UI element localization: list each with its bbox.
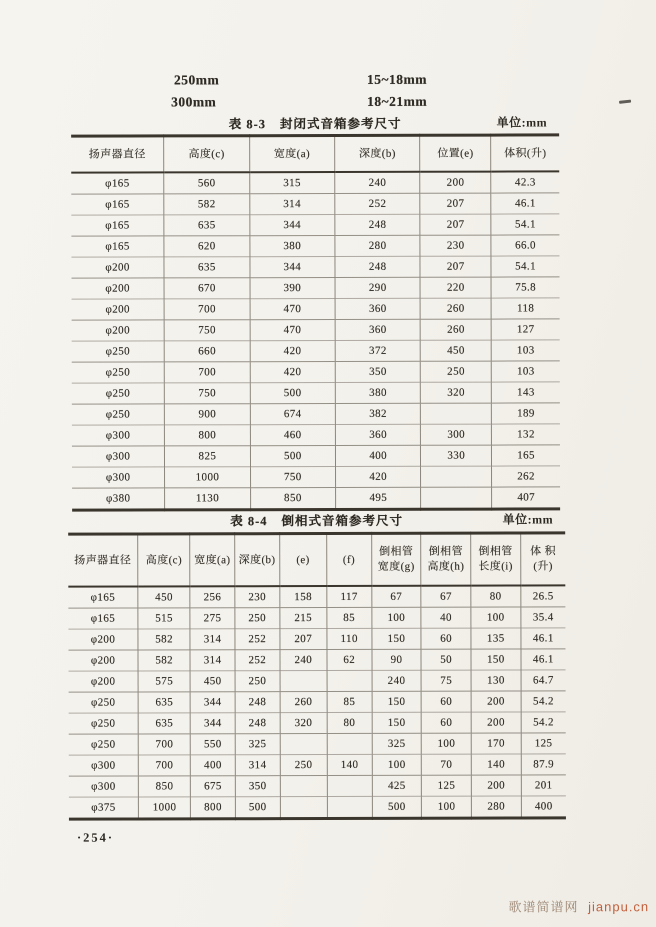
table-cell xyxy=(327,796,372,818)
table-cell: 207 xyxy=(420,214,491,235)
table-cell: 300 xyxy=(421,424,492,445)
table-cell: 407 xyxy=(492,487,560,509)
table-cell: 360 xyxy=(335,424,420,445)
table-cell: φ200 xyxy=(72,320,165,341)
column-header: (f) xyxy=(327,533,372,586)
table-cell: 127 xyxy=(491,319,559,340)
table-cell: 189 xyxy=(491,403,559,424)
column-header: 扬声器直径 xyxy=(68,534,138,587)
table-cell: 344 xyxy=(190,692,235,713)
table-cell: φ165 xyxy=(71,236,164,257)
table-cell: 85 xyxy=(327,691,372,712)
table-cell: 460 xyxy=(250,424,335,445)
table-cell: 140 xyxy=(327,754,372,775)
table-row xyxy=(69,691,566,713)
table-row xyxy=(68,628,565,650)
table-cell: 495 xyxy=(336,487,421,509)
table-cell: 85 xyxy=(327,607,372,628)
table-cell: 100 xyxy=(422,796,472,818)
column-header: 位置(e) xyxy=(420,135,491,172)
table-cell: 280 xyxy=(335,235,420,256)
table1-caption-number: 表 8-3 xyxy=(228,117,267,132)
table-cell: 635 xyxy=(164,215,249,236)
table-cell: 275 xyxy=(190,608,235,629)
table-cell: φ165 xyxy=(105,177,130,190)
table-row xyxy=(72,424,560,446)
column-header: 倒相管长度(i) xyxy=(471,533,521,586)
table-cell: 64.7 xyxy=(521,670,566,691)
table-cell: φ200 xyxy=(72,278,165,299)
table-cell: 675 xyxy=(191,776,236,797)
table-cell: 670 xyxy=(164,278,249,299)
table-cell: 248 xyxy=(235,713,280,734)
table-cell: φ300 xyxy=(72,446,165,467)
table-cell: 620 xyxy=(164,236,249,257)
table-cell: 850 xyxy=(138,776,190,797)
table-cell: 42.3 xyxy=(491,171,559,193)
table-cell: 103 xyxy=(491,340,559,361)
table-cell: 230 xyxy=(420,235,491,256)
table-cell: 380 xyxy=(335,382,420,403)
table-cell: 344 xyxy=(190,713,235,734)
table-cell: 800 xyxy=(191,797,236,819)
table-row xyxy=(69,712,566,734)
column-header: 深度(b) xyxy=(235,534,280,587)
table-cell: 54.1 xyxy=(491,214,559,235)
table1-caption-title: 封闭式音箱参考尺寸 xyxy=(279,116,402,132)
table-cell: 67 xyxy=(371,586,421,608)
table-cell: 75 xyxy=(421,670,471,691)
table-cell: 240 xyxy=(280,650,327,671)
table-cell: 240 xyxy=(372,670,422,691)
table-cell: 500 xyxy=(372,796,422,818)
table-cell: 125 xyxy=(521,733,566,754)
table-cell: 660 xyxy=(164,341,249,362)
table-cell: φ200 xyxy=(69,671,139,692)
table-row xyxy=(69,796,566,819)
table-cell xyxy=(421,403,492,424)
table-cell: 90 xyxy=(372,649,422,670)
table-cell: 350 xyxy=(335,361,420,382)
table-cell: 360 xyxy=(335,298,420,319)
table-row xyxy=(71,235,559,257)
table-row xyxy=(69,670,566,692)
table-cell: 314 xyxy=(235,755,280,776)
table-cell: 200 xyxy=(420,172,491,194)
table-cell: 500 xyxy=(250,445,335,466)
table-cell: 420 xyxy=(336,466,421,487)
table-cell: 400 xyxy=(521,796,566,818)
table-cell: 200 xyxy=(471,775,521,796)
table-cell: 140 xyxy=(471,754,521,775)
table1-header xyxy=(71,135,559,173)
table-cell: φ300 xyxy=(69,776,139,797)
table-cell: 382 xyxy=(335,403,420,424)
table-cell: 515 xyxy=(138,608,190,629)
table-cell: 117 xyxy=(327,586,372,608)
table-cell: 700 xyxy=(164,299,249,320)
table-cell: 314 xyxy=(190,629,235,650)
table2-caption-number: 表 8-4 xyxy=(230,514,268,529)
table-cell: 248 xyxy=(235,692,280,713)
table-cell: φ250 xyxy=(72,341,165,362)
table-cell: 1000 xyxy=(138,797,190,819)
table-cell: 100 xyxy=(422,733,472,754)
table-cell: φ165 xyxy=(71,194,164,215)
table-cell: 130 xyxy=(471,670,521,691)
bass-reflex-dimensions-table xyxy=(68,531,566,820)
table-row xyxy=(71,171,559,194)
table-cell: φ200 xyxy=(72,299,165,320)
table-row xyxy=(72,361,560,383)
table-cell: 850 xyxy=(250,487,335,509)
column-header: 扬声器直径 xyxy=(71,136,164,173)
table-cell: 635 xyxy=(138,692,190,713)
table-cell: 110 xyxy=(327,628,372,649)
table-cell: 50 xyxy=(421,649,471,670)
table-cell: 325 xyxy=(235,734,280,755)
table-cell: 350 xyxy=(235,776,280,797)
table-cell: φ200 xyxy=(68,650,138,671)
table-cell: 60 xyxy=(421,712,471,733)
table-cell: 1000 xyxy=(165,467,250,488)
table-cell: 150 xyxy=(471,649,521,670)
fragment-diameter-2: 300mm xyxy=(171,94,217,110)
table-cell: 150 xyxy=(372,712,422,733)
table-row xyxy=(69,775,566,797)
table-row xyxy=(68,607,565,629)
table-cell: 425 xyxy=(372,775,422,796)
table-cell: φ380 xyxy=(72,488,165,510)
table-cell: 420 xyxy=(250,361,335,382)
table1-caption-row xyxy=(71,113,559,132)
fragment-thickness-1: 15~18mm xyxy=(366,71,428,87)
table-row xyxy=(72,277,560,299)
table-cell: 60 xyxy=(421,628,471,649)
table-row xyxy=(72,319,560,341)
table-cell: 248 xyxy=(335,214,420,235)
table-cell: φ300 xyxy=(72,425,165,446)
table-cell: 315 xyxy=(249,172,334,194)
table-cell xyxy=(280,797,327,819)
column-header: 体积(升) xyxy=(491,135,559,172)
table-cell: 80 xyxy=(327,712,372,733)
table-cell: φ165 xyxy=(90,591,116,604)
table-cell: 825 xyxy=(165,446,250,467)
table-cell: 200 xyxy=(471,691,521,712)
table-cell: φ165 xyxy=(68,608,138,629)
table2-caption-row xyxy=(68,510,565,529)
table-cell: 215 xyxy=(280,608,327,629)
table-cell: 256 xyxy=(190,586,235,608)
table-cell: 103 xyxy=(491,361,559,382)
table-cell: 87.9 xyxy=(521,754,566,775)
table-cell: 200 xyxy=(471,712,521,733)
table-cell: 35.4 xyxy=(521,607,566,628)
column-header: (e) xyxy=(279,534,326,587)
table-cell: 207 xyxy=(280,629,327,650)
table-cell: 143 xyxy=(491,382,559,403)
table-cell: 635 xyxy=(164,257,249,278)
closed-box-dimensions-table xyxy=(71,133,560,511)
column-header: 宽度(a) xyxy=(190,534,235,587)
table-cell: 252 xyxy=(235,629,280,650)
table-cell: 207 xyxy=(420,256,491,277)
table-cell: 67 xyxy=(421,586,471,608)
table-cell: φ250 xyxy=(72,362,165,383)
table-cell: φ200 xyxy=(71,257,164,278)
table-cell: 150 xyxy=(372,691,422,712)
table-cell: 470 xyxy=(250,298,335,319)
table-cell: 248 xyxy=(335,256,420,277)
table-cell: 66.0 xyxy=(491,235,559,256)
table-row xyxy=(71,193,559,215)
table-cell: 360 xyxy=(335,319,420,340)
table-cell: 100 xyxy=(471,607,521,628)
table-cell: 54.2 xyxy=(521,691,566,712)
table-cell: φ300 xyxy=(72,467,165,488)
table-cell: 201 xyxy=(521,775,566,796)
table-cell: 1130 xyxy=(165,488,250,510)
watermark-site-name: 歌谱简谱网 xyxy=(508,899,579,915)
table-cell: 500 xyxy=(235,797,280,819)
table-cell: φ250 xyxy=(69,713,139,734)
table-cell: 135 xyxy=(471,628,521,649)
table-cell: 750 xyxy=(250,466,335,487)
table-cell: 26.5 xyxy=(520,585,565,607)
table-cell: 290 xyxy=(335,277,420,298)
table-cell: 500 xyxy=(250,382,335,403)
watermark-site-url: jianpu.cn xyxy=(588,899,650,915)
table-cell: 250 xyxy=(421,361,492,382)
table-cell: 380 xyxy=(250,235,335,256)
table-row xyxy=(72,487,560,510)
table-cell: 250 xyxy=(235,671,280,692)
table-cell: 54.2 xyxy=(521,712,566,733)
table2-caption xyxy=(68,510,565,529)
table-cell xyxy=(327,670,372,691)
fragment-thickness-2: 18~21mm xyxy=(367,93,428,109)
table-cell: 314 xyxy=(249,193,334,214)
table-cell: 230 xyxy=(235,586,280,608)
table-cell: φ250 xyxy=(72,383,165,404)
table-cell: φ375 xyxy=(69,797,139,819)
column-header: 深度(b) xyxy=(335,135,420,172)
table-row xyxy=(68,649,565,671)
table-cell: 450 xyxy=(190,671,235,692)
column-header: 倒相管高度(h) xyxy=(421,533,471,586)
table-cell: 62 xyxy=(327,649,372,670)
table-cell xyxy=(280,671,327,692)
table-cell: 320 xyxy=(280,713,327,734)
table-cell: 46.1 xyxy=(521,628,566,649)
table-cell: 260 xyxy=(420,298,491,319)
table-cell: 700 xyxy=(138,734,190,755)
table-cell: φ165 xyxy=(71,215,164,236)
table-cell: 250 xyxy=(280,755,327,776)
table-cell: 260 xyxy=(280,692,327,713)
table-cell: 54.1 xyxy=(491,256,559,277)
table-cell: 250 xyxy=(235,608,280,629)
table-cell: 674 xyxy=(250,403,335,424)
table-cell: 100 xyxy=(371,607,421,628)
table-cell: 582 xyxy=(164,194,249,215)
column-header: 倒相管宽度(g) xyxy=(371,533,421,586)
table2-header xyxy=(68,533,565,587)
table-cell xyxy=(421,466,492,487)
table2-unit-label: 单位:mm xyxy=(502,512,554,527)
table1-body xyxy=(71,171,560,510)
table-cell: 240 xyxy=(335,172,420,194)
table-cell: 118 xyxy=(491,298,559,319)
table-cell: φ250 xyxy=(69,734,139,755)
table-cell: 390 xyxy=(250,277,335,298)
table-cell: 320 xyxy=(421,382,492,403)
table-cell: 344 xyxy=(250,256,335,277)
table-cell: 372 xyxy=(335,340,420,361)
table-cell: 800 xyxy=(165,425,250,446)
table-cell: 262 xyxy=(492,466,560,487)
table-cell xyxy=(280,776,327,797)
table-cell: 550 xyxy=(190,734,235,755)
table1-caption xyxy=(71,113,559,132)
column-header: 高度(c) xyxy=(138,534,190,587)
table-cell: 325 xyxy=(372,733,422,754)
table2-body xyxy=(68,585,566,819)
table-cell: 46.1 xyxy=(521,649,566,670)
table-row xyxy=(72,466,560,488)
fragment-diameter-1: 250mm xyxy=(173,72,220,88)
table-cell: 75.8 xyxy=(491,277,559,298)
table-cell: 150 xyxy=(372,628,422,649)
table-cell: 280 xyxy=(471,796,521,818)
table1-header-row xyxy=(71,135,559,173)
table-cell: 260 xyxy=(421,319,492,340)
table-row xyxy=(72,382,560,404)
table-cell: 750 xyxy=(164,320,249,341)
table-cell: 330 xyxy=(421,445,492,466)
table-cell xyxy=(280,734,327,755)
scan-artifact-dash xyxy=(619,100,631,104)
table-cell: 575 xyxy=(138,671,190,692)
table-cell xyxy=(327,733,372,754)
table-cell: 750 xyxy=(165,383,250,404)
table-cell: 132 xyxy=(492,424,560,445)
table-cell: 158 xyxy=(280,586,327,608)
table-cell: 344 xyxy=(249,214,334,235)
table-cell xyxy=(327,775,372,796)
table-row xyxy=(72,340,560,362)
column-header: 体 积 (升) xyxy=(520,533,565,586)
table-cell: 60 xyxy=(421,691,471,712)
table-cell: 582 xyxy=(138,650,190,671)
table-row xyxy=(71,214,559,236)
table-cell: 700 xyxy=(164,362,249,383)
table-cell: 420 xyxy=(250,340,335,361)
table-cell: 252 xyxy=(235,650,280,671)
table-cell xyxy=(421,487,492,509)
table-cell: φ250 xyxy=(72,404,165,425)
table-cell: 400 xyxy=(191,755,236,776)
table-cell: 560 xyxy=(164,172,249,194)
table-row xyxy=(72,403,560,425)
table-row xyxy=(71,256,559,278)
table-cell: 46.1 xyxy=(491,193,559,214)
table2-caption-title: 倒相式音箱参考尺寸 xyxy=(281,513,404,529)
table1-unit-label: 单位:mm xyxy=(496,115,548,130)
table-cell: 900 xyxy=(165,404,250,425)
table-cell: φ200 xyxy=(68,629,138,650)
table-cell: φ250 xyxy=(69,692,139,713)
table-cell: 582 xyxy=(138,629,190,650)
table-cell: 450 xyxy=(138,586,190,608)
table-row xyxy=(72,445,560,467)
table-row xyxy=(68,585,565,608)
table-cell: 450 xyxy=(421,340,492,361)
table-cell: 700 xyxy=(138,755,190,776)
table-cell: 70 xyxy=(422,754,472,775)
table-cell: 170 xyxy=(471,733,521,754)
table-cell: 400 xyxy=(335,445,420,466)
table2-header-row xyxy=(68,533,565,587)
table-cell: 165 xyxy=(492,445,560,466)
table-cell: 314 xyxy=(190,650,235,671)
table-cell: 40 xyxy=(421,607,471,628)
table-cell: 100 xyxy=(372,754,422,775)
watermark xyxy=(508,896,649,915)
table-cell: 125 xyxy=(422,775,472,796)
table-cell: 207 xyxy=(420,193,491,214)
table-cell: 470 xyxy=(250,319,335,340)
page-number: ·254· xyxy=(76,830,115,845)
table-cell: 635 xyxy=(138,713,190,734)
column-header: 高度(c) xyxy=(164,136,249,173)
table-row xyxy=(69,754,566,776)
table-cell: 80 xyxy=(471,585,521,607)
table-row xyxy=(69,733,566,755)
table-cell: 220 xyxy=(420,277,491,298)
table-row xyxy=(72,298,560,320)
table-cell: 252 xyxy=(335,193,420,214)
column-header: 宽度(a) xyxy=(249,135,334,172)
table-cell: φ300 xyxy=(69,755,139,776)
